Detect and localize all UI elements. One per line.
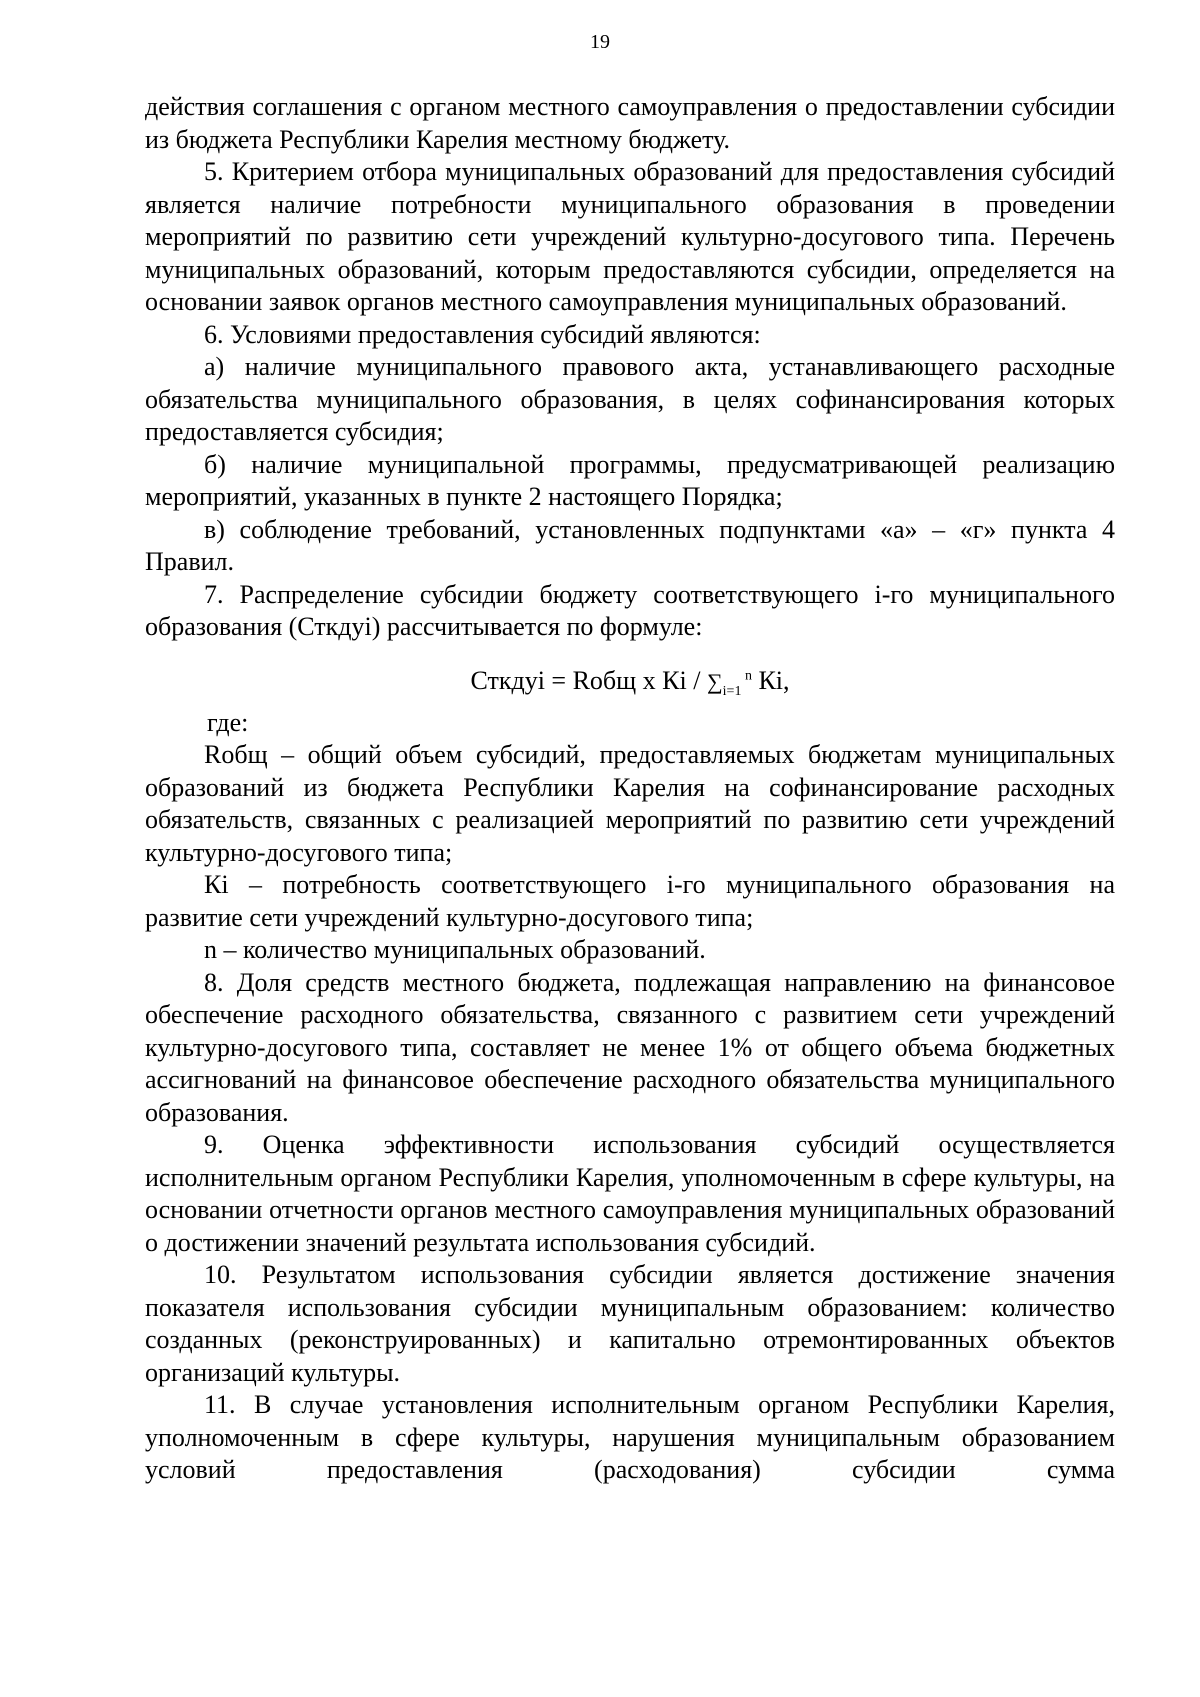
paragraph-11: 11. В случае установления исполнительным органом Республики Карелия, уполномоченным в сфере культуры, нарушения муниципальным образованием условий предоставления (расходования) субсидии сумма <box>145 1390 1115 1484</box>
condition-b: б) наличие муниципальной программы, предусматривающей реализацию мероприятий, указанных в пункте 2 настоящего Порядка; <box>145 449 1115 511</box>
condition-c: в) соблюдение требований, установленных подпунктами «а» – «г» пункта 4 Правил. <box>145 514 1115 576</box>
definition-n: n – количество муниципальных образований. <box>204 935 706 964</box>
formula-rhs: Кi, <box>751 665 790 695</box>
distribution-formula <box>145 666 1115 697</box>
summation-lower-index: i=1 <box>722 683 742 699</box>
summation-upper-index: n <box>741 667 752 683</box>
page-number: 19 <box>590 31 610 53</box>
document-body <box>145 91 1115 1487</box>
paragraph-6: 6. Условиями предоставления субсидий являются: <box>204 319 761 349</box>
paragraph-8: 8. Доля средств местного бюджета, подлежащая направлению на финансовое обеспечение расходного обязательства, связанного с развитием сети учреждений культурно-досугового типа, составляет не менее 1% от общего объема бюджетных ассигнований на финансовое обеспечение расходного обязательства муниципального образования. <box>145 967 1115 1127</box>
paragraph-5: 5. Критерием отбора муниципальных образований для предоставления субсидий является наличие потребности муниципального образования в проведении мероприятий по развитию сети учреждений культурно-досугового типа. Перечень муниципальных образований, которым предоставляются субсидии, определяется на основании заявок органов местного самоуправления муниципальных образований. <box>145 157 1115 316</box>
formula-lhs: Сткдуi = Rобщ х Кi / <box>470 665 707 695</box>
paragraph-7: 7. Распределение субсидии бюджету соответствующего i-го муниципального образования (Сткдуi) рассчитывается по формуле: <box>145 579 1115 641</box>
paragraph-10: 10. Результатом использования субсидии является достижение значения показателя использования субсидии муниципальным образованием: количество созданных (реконструированных) и капитально отремонтированных объектов организаций культуры. <box>145 1260 1115 1387</box>
summation-sign: ∑ <box>706 668 723 694</box>
paragraph-continuation: действия соглашения с органом местного самоуправления о предоставлении субсидии из бюджета Республики Карелия местному бюджету. <box>145 92 1115 154</box>
paragraph-9: 9. Оценка эффективности использования субсидий осуществляется исполнительным органом Республики Карелия, уполномоченным в сфере культуры, на основании отчетности органов местного самоуправления муниципальных образований о достижении значений результата использования субсидий. <box>145 1130 1115 1257</box>
formula-block <box>145 644 1115 707</box>
where-label: где: <box>207 707 249 737</box>
definition-ki: Кi – потребность соответствующего i-го муниципального образования на развитие сети учреждений культурно-досугового типа; <box>145 870 1115 932</box>
definition-r-total: Rобщ – общий объем субсидий, предоставляемых бюджетам муниципальных образований из бюджета Республики Карелия на софинансирование расходных обязательств, связанных с реализацией мероприятий по развитию сети учреждений культурно-досугового типа; <box>145 740 1115 867</box>
condition-a: а) наличие муниципального правового акта, устанавливающего расходные обязательства муниципального образования, в целях софинансирования которых предоставляется субсидия; <box>145 352 1115 446</box>
